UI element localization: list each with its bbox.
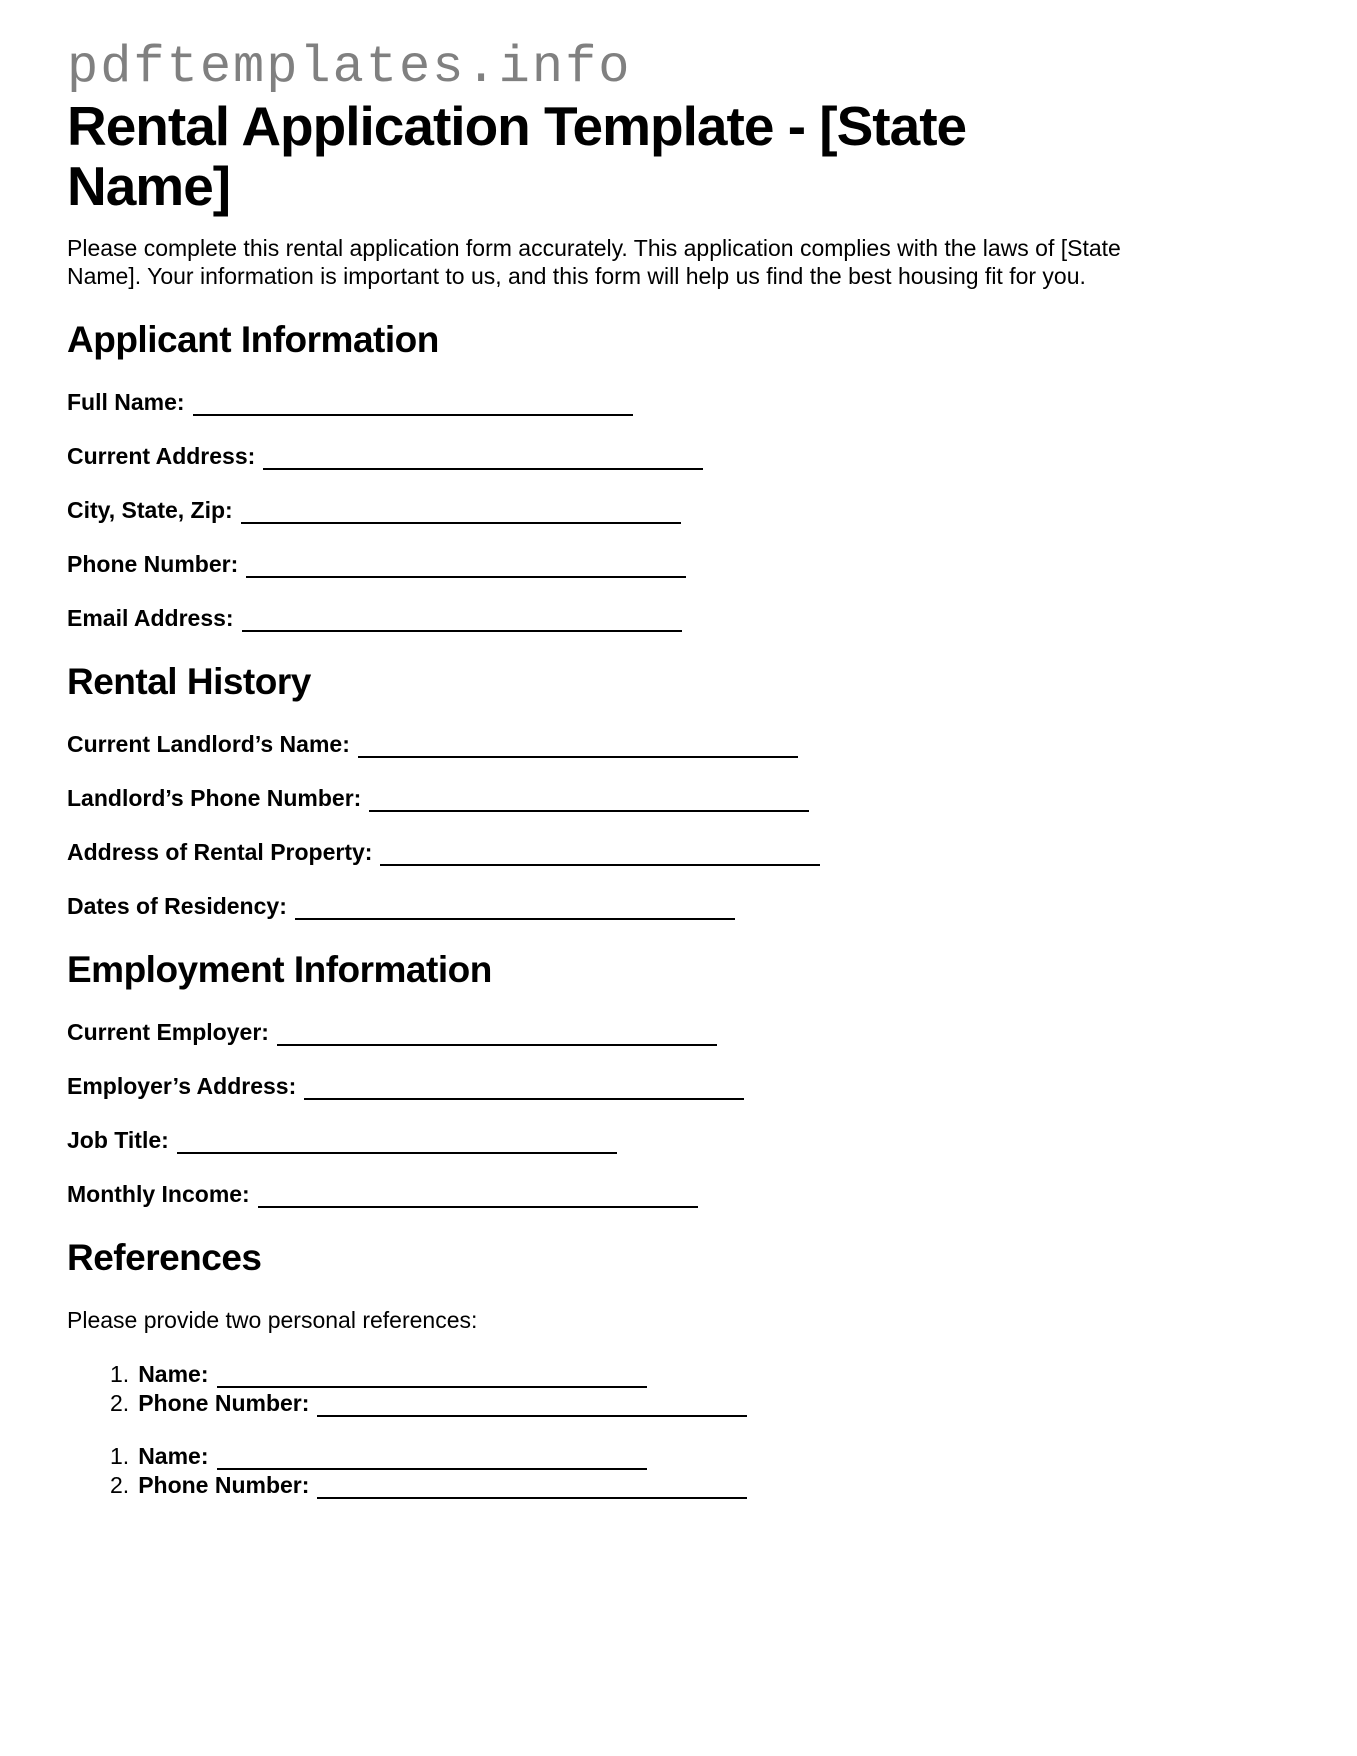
list-number: 1. (110, 1361, 130, 1387)
blank-line-current-address (263, 468, 703, 470)
section-heading-employment-information: Employment Information (67, 949, 492, 990)
field-city-state-zip (67, 498, 1290, 524)
section-heading-references: References (67, 1237, 262, 1278)
reference-1-phone-row (110, 1389, 1290, 1418)
document-title: Rental Application Template - [State Name] (67, 95, 967, 217)
list-number: 2. (110, 1390, 130, 1416)
reference-1-name-row (110, 1360, 1290, 1389)
blank-line-reference-1-phone (317, 1415, 747, 1417)
field-monthly-income (67, 1182, 1290, 1208)
blank-line-monthly-income (258, 1206, 698, 1208)
field-label-current-employer: Current Employer: (67, 1019, 269, 1045)
blank-line-reference-1-name (217, 1386, 647, 1388)
field-label-full-name: Full Name: (67, 389, 185, 415)
field-label-current-landlords-name: Current Landlord’s Name: (67, 731, 350, 757)
field-phone-number (67, 552, 1290, 578)
field-label-employers-address: Employer’s Address: (67, 1073, 297, 1099)
blank-line-full-name (193, 414, 633, 416)
intro-paragraph: Please complete this rental application form accurately. This application complies with the laws of [State Name]. Your information is important to us, and this form will help us find the best housing fit for you. (67, 235, 1121, 289)
blank-line-address-of-rental-property (380, 864, 820, 866)
blank-line-current-employer (277, 1044, 717, 1046)
blank-line-reference-2-phone (317, 1497, 747, 1499)
reference-label-phone-number: Phone Number: (138, 1390, 310, 1416)
reference-group-2 (110, 1442, 1290, 1500)
blank-line-dates-of-residency (295, 918, 735, 920)
blank-line-phone-number (246, 576, 686, 578)
field-job-title (67, 1128, 1290, 1154)
reference-label-phone-number: Phone Number: (138, 1472, 310, 1498)
field-label-dates-of-residency: Dates of Residency: (67, 893, 287, 919)
field-label-monthly-income: Monthly Income: (67, 1181, 250, 1207)
field-current-landlords-name (67, 732, 1290, 758)
blank-line-city-state-zip (241, 522, 681, 524)
blank-line-current-landlords-name (358, 756, 798, 758)
field-current-address (67, 444, 1290, 470)
field-address-of-rental-property (67, 840, 1290, 866)
field-label-phone-number: Phone Number: (67, 551, 239, 577)
section-heading-rental-history: Rental History (67, 661, 311, 702)
blank-line-employers-address (304, 1098, 744, 1100)
field-landlords-phone-number (67, 786, 1290, 812)
references-note: Please provide two personal references: (67, 1307, 478, 1333)
field-label-landlords-phone-number: Landlord’s Phone Number: (67, 785, 362, 811)
reference-label-name: Name: (138, 1361, 209, 1387)
reference-label-name: Name: (138, 1443, 209, 1469)
reference-group-1 (110, 1360, 1290, 1418)
site-name: pdftemplates.info (67, 38, 632, 97)
section-heading-applicant-information: Applicant Information (67, 319, 439, 360)
field-label-email-address: Email Address: (67, 605, 234, 631)
field-dates-of-residency (67, 894, 1290, 920)
blank-line-job-title (177, 1152, 617, 1154)
blank-line-landlords-phone-number (369, 810, 809, 812)
field-label-city-state-zip: City, State, Zip: (67, 497, 233, 523)
field-label-address-of-rental-property: Address of Rental Property: (67, 839, 373, 865)
field-label-current-address: Current Address: (67, 443, 256, 469)
blank-line-reference-2-name (217, 1468, 647, 1470)
reference-2-name-row (110, 1442, 1290, 1471)
blank-line-email-address (242, 630, 682, 632)
reference-2-phone-row (110, 1471, 1290, 1500)
field-label-job-title: Job Title: (67, 1127, 169, 1153)
list-number: 1. (110, 1443, 130, 1469)
list-number: 2. (110, 1472, 130, 1498)
field-current-employer (67, 1020, 1290, 1046)
field-employers-address (67, 1074, 1290, 1100)
field-email-address (67, 606, 1290, 632)
field-full-name (67, 390, 1290, 416)
